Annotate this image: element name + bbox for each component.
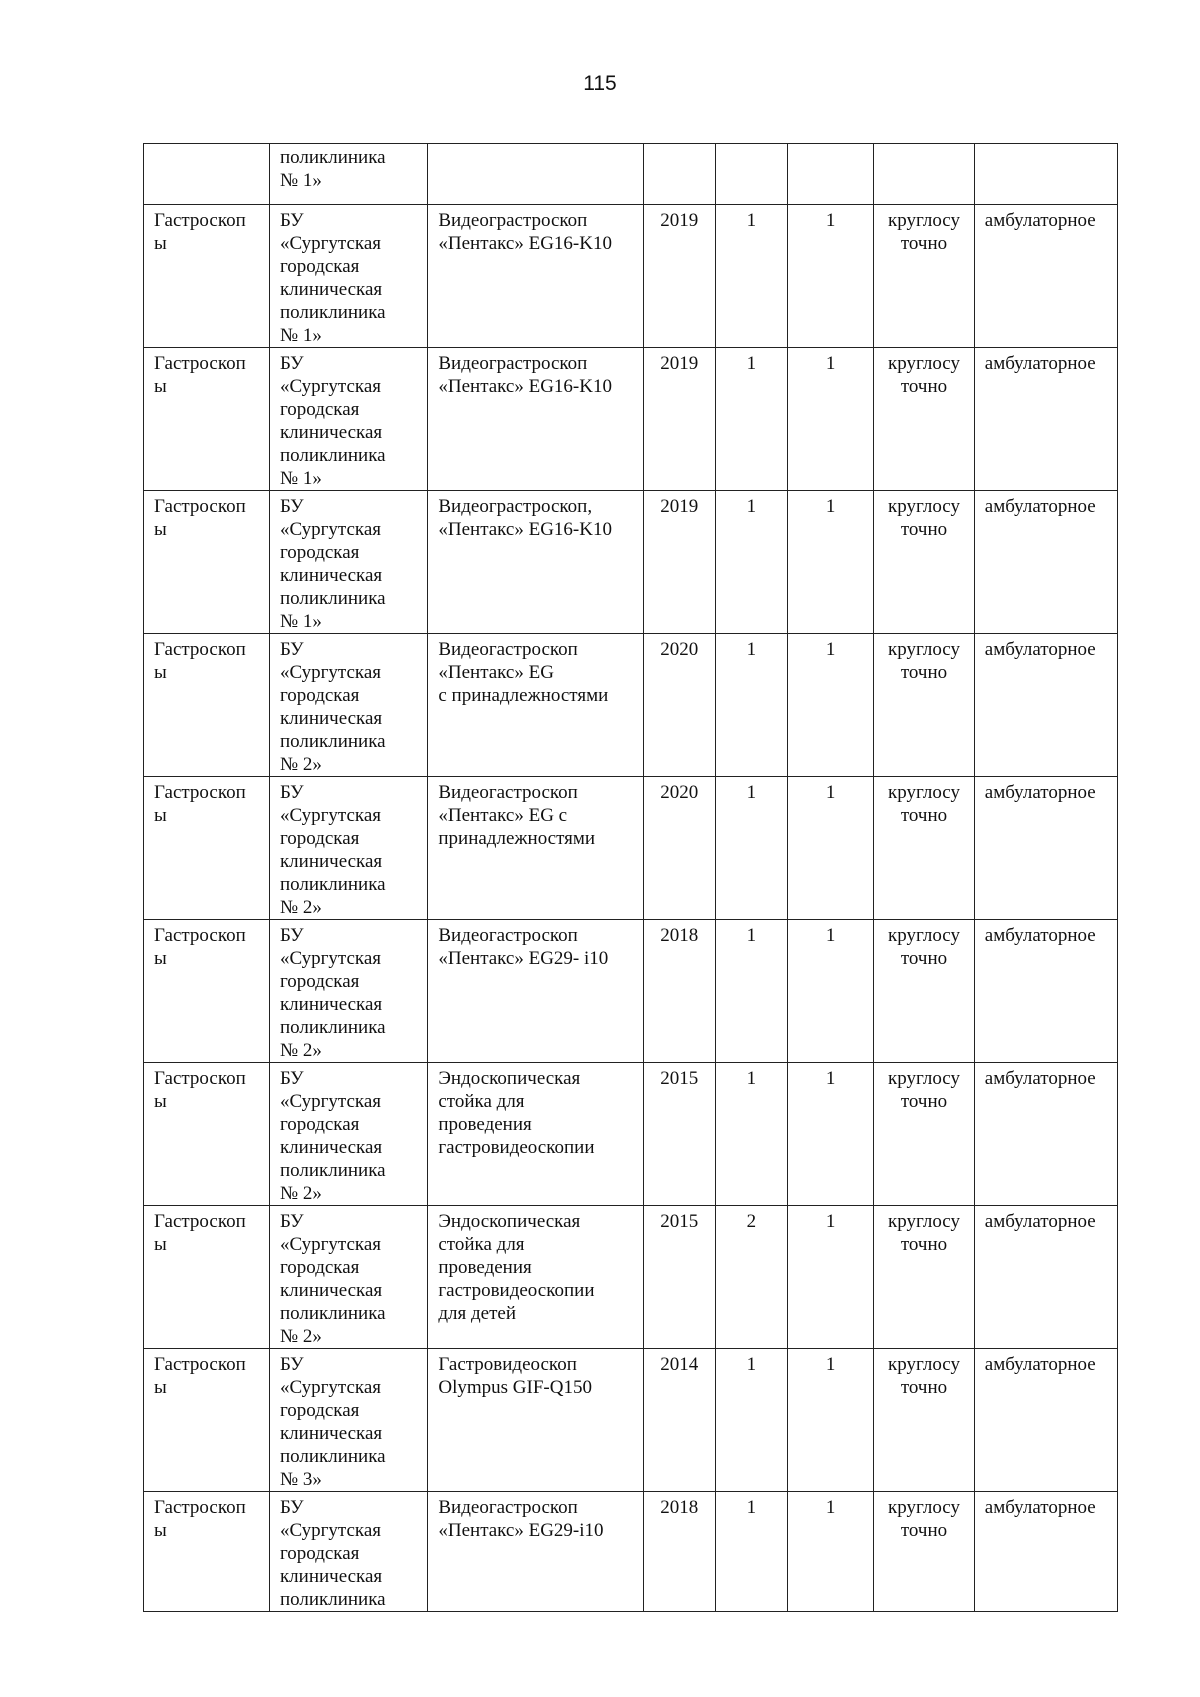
cell-count: 1 [787, 1492, 873, 1612]
cell-type: амбулаторное [974, 777, 1117, 920]
cell-year: 2015 [643, 1063, 715, 1206]
cell-organization: БУ «Сургутская городская клиническая поликлиника № 1» [269, 348, 427, 491]
cell-name: Гастроскоп ы [144, 920, 270, 1063]
cell-count: 1 [787, 348, 873, 491]
cell-type [974, 144, 1117, 205]
cell-name: Гастроскоп ы [144, 777, 270, 920]
cell-organization: БУ «Сургутская городская клиническая поликлиника № 1» [269, 205, 427, 348]
cell-organization: поликлиника № 1» [269, 144, 427, 205]
cell-count: 1 [787, 634, 873, 777]
table-row [144, 1349, 1118, 1492]
cell-year: 2018 [643, 1492, 715, 1612]
cell-type: амбулаторное [974, 920, 1117, 1063]
cell-count: 1 [787, 205, 873, 348]
cell-qty: 1 [715, 777, 787, 920]
cell-qty: 1 [715, 634, 787, 777]
cell-type: амбулаторное [974, 348, 1117, 491]
table-body [144, 144, 1118, 1612]
cell-equipment: Видеогастроскоп «Пентакс» EG29-i10 [428, 1492, 643, 1612]
cell-organization: БУ «Сургутская городская клиническая поликлиника № 2» [269, 1206, 427, 1349]
cell-mode [874, 144, 975, 205]
cell-mode: круглосу точно [874, 205, 975, 348]
cell-equipment: Видеогастроскоп «Пентакс» EG с принадлежностями [428, 634, 643, 777]
cell-year: 2019 [643, 348, 715, 491]
cell-equipment: Видеограстроскоп «Пентакс» EG16-K10 [428, 205, 643, 348]
cell-equipment: Видеограстроскоп, «Пентакс» EG16-K10 [428, 491, 643, 634]
cell-mode: круглосу точно [874, 491, 975, 634]
cell-qty: 2 [715, 1206, 787, 1349]
cell-type: амбулаторное [974, 205, 1117, 348]
cell-year: 2019 [643, 491, 715, 634]
cell-organization: БУ «Сургутская городская клиническая поликлиника № 1» [269, 491, 427, 634]
table-row [144, 348, 1118, 491]
cell-type: амбулаторное [974, 1349, 1117, 1492]
cell-mode: круглосу точно [874, 634, 975, 777]
cell-organization: БУ «Сургутская городская клиническая поликлиника [269, 1492, 427, 1612]
cell-equipment: Эндоскопическая стойка для проведения гастровидеоскопии [428, 1063, 643, 1206]
cell-count: 1 [787, 777, 873, 920]
cell-year: 2020 [643, 634, 715, 777]
cell-organization: БУ «Сургутская городская клиническая поликлиника № 3» [269, 1349, 427, 1492]
cell-name: Гастроскоп ы [144, 348, 270, 491]
cell-type: амбулаторное [974, 634, 1117, 777]
cell-type: амбулаторное [974, 1063, 1117, 1206]
cell-type: амбулаторное [974, 1206, 1117, 1349]
cell-name [144, 144, 270, 205]
cell-qty: 1 [715, 348, 787, 491]
cell-year: 2015 [643, 1206, 715, 1349]
cell-qty: 1 [715, 1492, 787, 1612]
cell-year: 2020 [643, 777, 715, 920]
table-row [144, 1063, 1118, 1206]
cell-count: 1 [787, 1063, 873, 1206]
cell-equipment: Видеогастроскоп «Пентакс» EG29- i10 [428, 920, 643, 1063]
cell-year: 2014 [643, 1349, 715, 1492]
cell-mode: круглосу точно [874, 920, 975, 1063]
cell-mode: круглосу точно [874, 1492, 975, 1612]
table-row [144, 1492, 1118, 1612]
cell-mode: круглосу точно [874, 1349, 975, 1492]
cell-name: Гастроскоп ы [144, 491, 270, 634]
table-row-continuation [144, 144, 1118, 205]
cell-name: Гастроскоп ы [144, 1206, 270, 1349]
cell-qty [715, 144, 787, 205]
cell-equipment: Видеограстроскоп «Пентакс» EG16-K10 [428, 348, 643, 491]
table-row [144, 205, 1118, 348]
cell-qty: 1 [715, 491, 787, 634]
cell-type: амбулаторное [974, 1492, 1117, 1612]
cell-organization: БУ «Сургутская городская клиническая поликлиника № 2» [269, 1063, 427, 1206]
cell-name: Гастроскоп ы [144, 1492, 270, 1612]
cell-name: Гастроскоп ы [144, 1063, 270, 1206]
table-row [144, 920, 1118, 1063]
table-row [144, 634, 1118, 777]
cell-name: Гастроскоп ы [144, 205, 270, 348]
cell-organization: БУ «Сургутская городская клиническая поликлиника № 2» [269, 634, 427, 777]
cell-equipment [428, 144, 643, 205]
cell-organization: БУ «Сургутская городская клиническая поликлиника № 2» [269, 777, 427, 920]
cell-count: 1 [787, 920, 873, 1063]
cell-count: 1 [787, 1206, 873, 1349]
cell-year [643, 144, 715, 205]
table-row [144, 491, 1118, 634]
cell-count [787, 144, 873, 205]
cell-count: 1 [787, 1349, 873, 1492]
equipment-table [143, 143, 1118, 1612]
table-row [144, 1206, 1118, 1349]
cell-type: амбулаторное [974, 491, 1117, 634]
table-row [144, 777, 1118, 920]
cell-mode: круглосу точно [874, 777, 975, 920]
cell-organization: БУ «Сургутская городская клиническая поликлиника № 2» [269, 920, 427, 1063]
cell-mode: круглосу точно [874, 348, 975, 491]
cell-name: Гастроскоп ы [144, 1349, 270, 1492]
cell-equipment: Гастровидеоскоп Olympus GIF-Q150 [428, 1349, 643, 1492]
cell-mode: круглосу точно [874, 1063, 975, 1206]
page-number: 115 [583, 72, 617, 95]
cell-year: 2018 [643, 920, 715, 1063]
cell-year: 2019 [643, 205, 715, 348]
cell-equipment: Эндоскопическая стойка для проведения гастровидеоскопии для детей [428, 1206, 643, 1349]
cell-qty: 1 [715, 205, 787, 348]
cell-name: Гастроскоп ы [144, 634, 270, 777]
cell-qty: 1 [715, 1063, 787, 1206]
cell-qty: 1 [715, 1349, 787, 1492]
cell-count: 1 [787, 491, 873, 634]
cell-qty: 1 [715, 920, 787, 1063]
cell-mode: круглосу точно [874, 1206, 975, 1349]
cell-equipment: Видеогастроскоп «Пентакс» EG с принадлежностями [428, 777, 643, 920]
